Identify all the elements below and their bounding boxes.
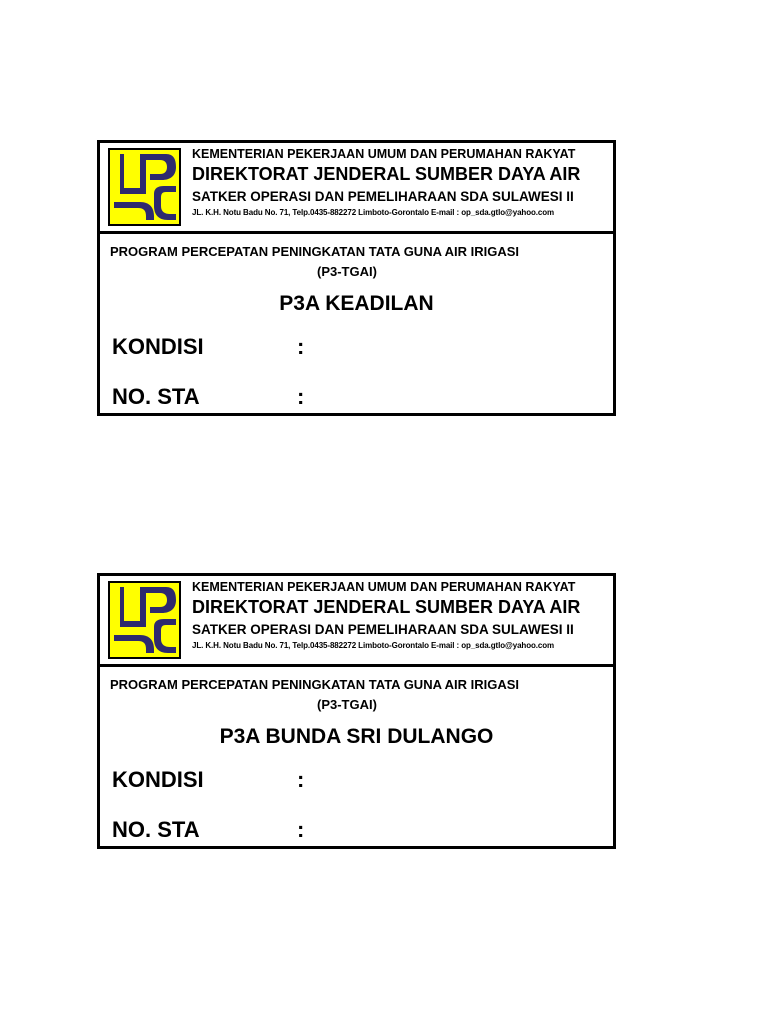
satker-name: SATKER OPERASI DAN PEMELIHARAAN SDA SULAWESI II	[192, 622, 574, 637]
sta-label: NO. STA	[112, 384, 200, 409]
header-text	[192, 580, 611, 652]
card-body	[100, 667, 613, 849]
ministry-name: KEMENTERIAN PEKERJAAN UMUM DAN PERUMAHAN RAKYAT	[192, 147, 576, 161]
label-card-keadilan	[97, 140, 616, 416]
card-header	[100, 576, 613, 667]
program-abbreviation: (P3-TGAI)	[317, 264, 377, 279]
p3a-name: P3A KEADILAN	[279, 292, 434, 315]
sta-row	[112, 817, 304, 843]
card-header	[100, 143, 613, 234]
sta-colon: :	[297, 384, 305, 409]
program-abbreviation: (P3-TGAI)	[317, 697, 377, 712]
p3a-name: P3A BUNDA SRI DULANGO	[219, 725, 494, 748]
label-card-bunda-sri-dulango	[97, 573, 616, 849]
satker-name: SATKER OPERASI DAN PEMELIHARAAN SDA SULAWESI II	[192, 189, 574, 204]
directorate-name: DIREKTORAT JENDERAL SUMBER DAYA AIR	[192, 597, 581, 617]
kondisi-label: KONDISI	[112, 334, 204, 359]
ministry-name: KEMENTERIAN PEKERJAAN UMUM DAN PERUMAHAN RAKYAT	[192, 580, 576, 594]
office-address: JL. K.H. Notu Badu No. 71, Telp.0435-882272 Limboto-Gorontalo E-mail : op_sda.gtlo@yahoo.com	[192, 208, 555, 217]
kondisi-row	[112, 334, 304, 360]
directorate-name: DIREKTORAT JENDERAL SUMBER DAYA AIR	[192, 164, 581, 184]
program-title: PROGRAM PERCEPATAN PENINGKATAN TATA GUNA AIR IRIGASI	[110, 244, 520, 259]
sta-label: NO. STA	[112, 817, 200, 842]
office-address: JL. K.H. Notu Badu No. 71, Telp.0435-882272 Limboto-Gorontalo E-mail : op_sda.gtlo@yahoo.com	[192, 641, 555, 650]
header-text	[192, 147, 611, 219]
program-title: PROGRAM PERCEPATAN PENINGKATAN TATA GUNA AIR IRIGASI	[110, 677, 520, 692]
card-body	[100, 234, 613, 416]
kondisi-row	[112, 767, 304, 793]
pu-ministry-logo-icon	[108, 148, 181, 226]
sta-row	[112, 384, 304, 410]
kondisi-label: KONDISI	[112, 767, 204, 792]
pu-ministry-logo-icon	[108, 581, 181, 659]
sta-colon: :	[297, 817, 305, 842]
kondisi-colon: :	[297, 767, 305, 792]
kondisi-colon: :	[297, 334, 305, 359]
